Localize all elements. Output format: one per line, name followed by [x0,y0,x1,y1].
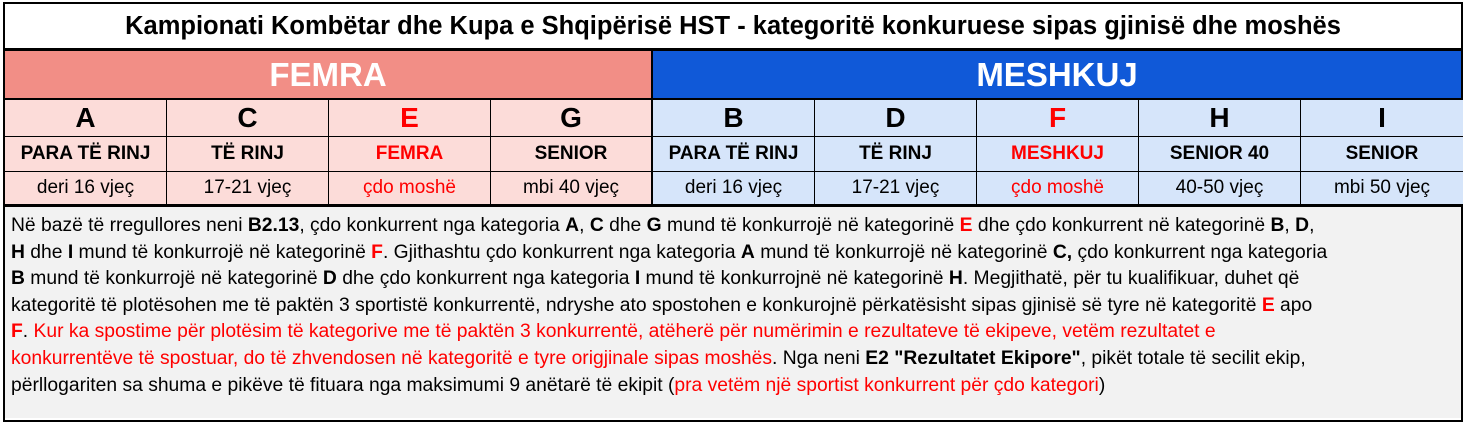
note-segment: , [579,215,590,236]
category-age-e: çdo moshë [329,172,491,207]
category-name-f: MESHKUJ [977,137,1139,172]
note-segment: E [959,215,973,236]
category-age-g: mbi 40 vjeç [491,172,653,207]
male-header: MESHKUJ [653,51,1461,98]
note-segment: , çdo konkurrent nga kategoria [299,215,566,236]
note-segment: , pikët totale të secilit ekip, [1080,347,1306,369]
note-segment: . [22,321,34,343]
note-segment: dhe [24,241,68,263]
table-title: Kampionati Kombëtar dhe Kupa e Shqipërisë HST - kategoritë konkuruese sipas gjinisë dhe moshës [5,4,1461,51]
note-segment: mund të konkurrojë në kategorinë [73,241,372,263]
note-line [11,293,1461,320]
note-line [11,213,1461,240]
note-segment: A [740,241,755,263]
note-segment: dhe çdo konkurrent nga kategoria [336,268,635,290]
category-name-i: SENIOR [1301,137,1463,172]
category-letter-c: C [167,100,329,137]
note-segment: dhe [603,215,647,236]
note-segment: konkurrentëve të spostuar, do të zhvendosen në kategoritë e tyre origjinale sipas moshës [11,347,772,369]
note-segment: F [11,321,23,343]
categories-table [3,2,1463,422]
category-name-d: TË RINJ [815,137,977,172]
note-line [11,319,1461,346]
note-segment: D [1295,215,1310,236]
category-letter-b: B [653,100,815,137]
category-letter-d: D [815,100,977,137]
category-letter-a: A [5,100,167,137]
note-segment: pra vetëm një sportist konkurrent për çdo kategori [674,374,1099,396]
note-segment: H [948,268,963,290]
note-segment: mund të konkurrojë në kategorinë [754,241,1053,263]
note-segment: , [1309,215,1315,236]
note-segment: E [1261,294,1275,316]
note-line [11,240,1461,267]
note-segment: mund të konkurrojnë në kategorinë [640,268,949,290]
note-segment: I [67,241,74,263]
category-letter-i: I [1301,100,1463,137]
note-segment: mund të konkurrojë në kategorinë [24,268,323,290]
note-segment: F [371,241,383,263]
note-segment: Në bazë të rregullores neni [11,215,248,236]
category-age-b: deri 16 vjeç [653,172,815,207]
note-segment: B [11,268,25,290]
note-segment: I [634,268,641,290]
category-letter-g: G [491,100,653,137]
note-line [11,346,1461,373]
category-name-c: TË RINJ [167,137,329,172]
note-segment: B [1270,215,1285,236]
note-segment: D [322,268,337,290]
category-letter-e: E [329,100,491,137]
category-letters-row [5,100,1461,137]
note-segment: . Gjithashtu çdo konkurrent nga kategoria [382,241,741,263]
category-age-h: 40-50 vjeç [1139,172,1301,207]
note-segment: . Megjithatë, për tu kualifikuar, duhet që [962,268,1300,290]
category-letter-f: F [977,100,1139,137]
note-segment: Kur ka spostime për plotësim të kategorive me të paktën 3 konkurrentë, atëherë për numërimin e rezultateve të ekipeve, vetëm rezultatet e [33,321,1216,343]
category-name-e: FEMRA [329,137,491,172]
female-header: FEMRA [5,51,653,98]
note-segment: C, [1052,241,1073,263]
note-segment: A [565,215,580,236]
note-segment: çdo konkurrent nga kategoria [1072,241,1328,263]
note-line [11,266,1461,293]
category-age-d: 17-21 vjeç [815,172,977,207]
note-segment: . Nga neni [772,347,866,369]
note-segment: B2.13 [247,215,300,236]
note-segment: G [646,215,662,236]
rules-note [5,207,1461,418]
category-name-b: PARA TË RINJ [653,137,815,172]
note-segment: H [11,241,25,263]
note-segment: E2 "Rezultatet Ekipore" [865,347,1081,369]
note-segment: , [1284,215,1296,236]
category-name-a: PARA TË RINJ [5,137,167,172]
note-segment: dhe çdo konkurrent në kategorinë [972,215,1271,236]
note-segment: C [589,215,604,236]
category-age-i: mbi 50 vjeç [1301,172,1463,207]
note-segment: mund të konkurrojë në kategorinë [661,215,960,236]
category-ages-row [5,172,1461,207]
note-segment: përllogariten sa shuma e pikëve të fituara nga maksimumi 9 anëtarë të ekipit ( [11,374,675,396]
note-line [11,373,1461,400]
note-segment: apo [1274,294,1313,316]
category-name-h: SENIOR 40 [1139,137,1301,172]
category-names-row [5,137,1461,172]
category-age-f: çdo moshë [977,172,1139,207]
category-letter-h: H [1139,100,1301,137]
note-segment: kategoritë të plotësohen me të paktën 3 sportistë konkurrentë, ndryshe ato spostohen e konkurojnë përkatësisht sipas gjinisë së tyre në kategoritë [11,294,1262,316]
category-name-g: SENIOR [491,137,653,172]
category-age-a: deri 16 vjeç [5,172,167,207]
note-segment: ) [1098,374,1106,396]
category-age-c: 17-21 vjeç [167,172,329,207]
